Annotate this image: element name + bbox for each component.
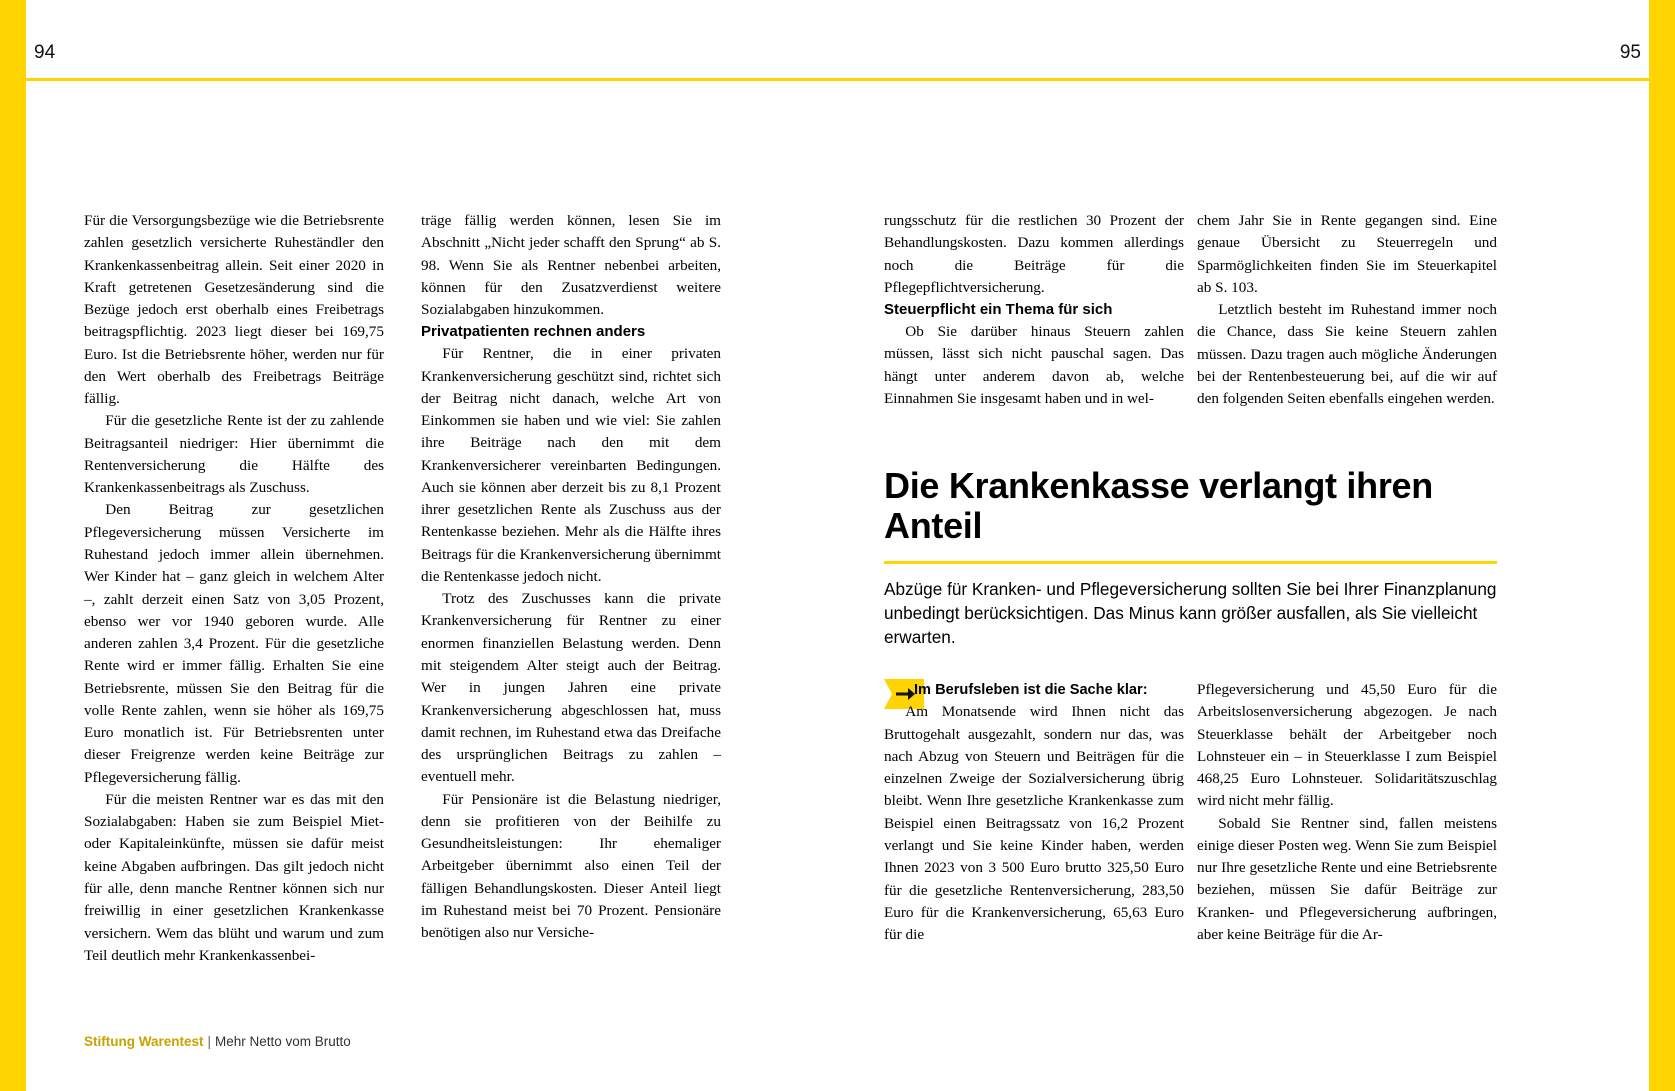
paragraph: Trotz des Zuschusses kann die private Krankenversicherung für Rentner zu einer enormen finanziellen Belastung werden. Denn mit steigendem Alter steigt auch der Beitrag. Wer in jungen Jahren eine private Krankenversicherung abgeschlossen hat, muss damit rechnen, im Ruhestand etwa das Dreifache des ursprünglichen Beitrags zu zahlen – eventuell mehr. [421, 590, 721, 786]
paragraph: Für Pensionäre ist die Belastung niedriger, denn sie profitieren von der Beihilfe zu Gesundheitsleistungen: Ihr ehemaliger Arbeitgeber übernimmt also einen Teil der fälligen Behandlungskosten. Dieser Anteil liegt im Ruhestand meist bei 70 Prozent. Pensionäre benötigen also nur Versiche- [421, 790, 721, 942]
feature-block [884, 466, 1497, 650]
footer [84, 1034, 351, 1049]
paragraph: Für Rentner, die in einer privaten Krankenversicherung geschützt sind, richtet sich der Beitrag nicht danach, welche Art von Einkommen sie haben und wie viel: Sie zahlen ihre Beiträge nach den mit dem Krankenversicherer vereinbarten Bedingungen. Auch sie können aber derzeit bis zu 8,1 Prozent ihrer gesetzlichen Rente als Zuschuss aus der Rentenkasse beziehen. Mehr als die Hälfte ihres Beitrags für die Krankenversicherung übernimmt die Rentenkasse jedoch nicht. [421, 345, 721, 585]
footer-separator: | [207, 1034, 212, 1049]
paragraph: Den Beitrag zur gesetzlichen Pflegeversicherung müssen Versicherte im Ruhestand jedoch immer allein übernehmen. Wer Kinder hat – ganz gleich in welchem Alter –, zahlt derzeit einen Satz von 3,05 Prozent, ebenso wer vor 1940 geboren wurde. Alle anderen zahlen 3,4 Prozent. Für die gesetzliche Rente wird er immer fällig. Erhalten Sie eine Betriebsrente, müssen Sie den Beitrag für die volle Rente zahlen, wenn sie höher als 169,75 Euro monatlich ist. Für Betriebsrenten unter dieser Freigrenze werden keine Beiträge zur Pflegeversicherung fällig. [84, 501, 384, 786]
paragraph: Für die meisten Rentner war es das mit den Sozialabgaben: Haben sie zum Beispiel Miet- oder Kapitaleinkünfte, müssen sie dafür meist keine Abgaben aufbringen. Das gilt jedoch nicht für alle, denn manche Rentner können sich nur freiwillig in einer gesetzlichen Krankenkasse versichern. Wem das blüht und warum und zum Teil deutlich mehr Krankenkassenbei- [84, 790, 384, 964]
text-column-4 [1197, 210, 1497, 410]
paragraph: rungsschutz für die restlichen 30 Prozent der Behandlungskosten. Dazu kommen allerdings noch die Beiträge für die Pflegepflichtversicherung. [884, 212, 1184, 296]
text-column-1 [84, 210, 384, 967]
header-rule [26, 78, 1649, 81]
folio-right: 95 [1619, 42, 1641, 63]
text-column-3 [884, 210, 1184, 410]
paragraph: Ob Sie darüber hinaus Steuern zahlen müssen, lässt sich nicht pauschal sagen. Das hängt unter anderem davon ab, welche Einnahmen Sie insgesamt haben und in wel- [884, 323, 1184, 407]
feature-title: Die Krankenkasse verlangt ihren Anteil [884, 465, 1433, 547]
paragraph: Am Monatsende wird Ihnen nicht das Bruttogehalt ausgezahlt, sondern nur das, was nach Abzug von Steuern und Beiträgen für die einzelnen Zweige der Sozialversicherung übrig bleibt. Wenn Ihre gesetzliche Krankenkasse zum Beispiel einen Beitragssatz von 16,2 Prozent verlangt und Sie keine Kinder haben, werden Ihnen 2023 von 3 500 Euro brutto 325,50 Euro für die gesetzliche Rentenversicherung, 283,50 Euro für die Krankenversicherung, 65,63 Euro für die [884, 703, 1184, 944]
feature-lede: Abzüge für Kranken- und Pflegeversicherung sollten Sie bei Ihrer Finanzplanung unbedingt berücksichtigen. Das Minus kann größer ausfallen, als Sie vielleicht erwarten. [884, 578, 1497, 648]
paragraph-with-leadin [884, 679, 1184, 701]
paragraph: träge fällig werden können, lesen Sie im Abschnitt „Nicht jeder schafft den Sprung“ ab S. 98. Wenn Sie als Rentner nebenbei arbeiten, können für den Zusatzverdienst weitere Sozialabgaben hinzukommen. [421, 212, 721, 319]
folio-left: 94 [34, 42, 56, 63]
section-heading-privatpatienten: Privatpatienten rechnen anders [421, 323, 646, 341]
right-edge-bar [1649, 0, 1675, 1091]
feature-column-2 [1197, 679, 1497, 946]
paragraph: Letztlich besteht im Ruhestand immer noch die Chance, dass Sie keine Steuern zahlen müssen. Dazu tragen auch mögliche Änderungen bei der Rentenbesteuerung bei, auf die wir auf den folgenden Seiten ebenfalls eingehen werden. [1197, 301, 1497, 408]
feature-rule [884, 561, 1497, 564]
section-heading-steuerpflicht: Steuerpflicht ein Thema für sich [884, 301, 1113, 319]
paragraph: chem Jahr Sie in Rente gegangen sind. Eine genaue Übersicht zu Steuerregeln und Sparmöglichkeiten finden Sie im Steuerkapitel ab S. 103. [1197, 212, 1497, 296]
feature-column-1 [884, 679, 1184, 946]
footer-title: Mehr Netto vom Brutto [215, 1034, 351, 1049]
left-edge-bar [0, 0, 26, 1091]
paragraph: Für die Versorgungsbezüge wie die Betriebsrente zahlen gesetzlich versicherte Ruheständler den Krankenkassenbeitrag allein. Seit einer 2020 in Kraft getretenen Gesetzesänderung sind die Bezüge jedoch erst oberhalb eines Freibetrags beitragspflichtig. 2023 liegt dieser bei 169,75 Euro. Ist die Betriebsrente höher, werden nur für den Wert oberhalb des Freibetrags Beiträge fällig. [84, 212, 384, 408]
text-column-2 [421, 210, 721, 944]
paragraph: Sobald Sie Rentner sind, fallen meistens einige dieser Posten weg. Wenn Sie zum Beispiel nur Ihre gesetzliche Rente und eine Betriebsrente beziehen, müssen Sie dafür Beiträge zur Kranken- und Pflegeversicherung aufbringen, aber keine Beiträge für die Ar- [1197, 814, 1497, 943]
paragraph: Pflegeversicherung und 45,50 Euro für die Arbeitslosenversicherung abgezogen. Je nach Steuerklasse behält der Arbeitgeber noch Lohnsteuer ein – in Steuerklasse I zum Beispiel 468,25 Euro Lohnsteuer. Solidaritätszuschlag wird nicht mehr fällig. [1197, 681, 1497, 810]
footer-brand: Stiftung Warentest [84, 1034, 204, 1049]
paragraph: Für die gesetzliche Rente ist der zu zahlende Beitragsanteil niedriger: Hier übernimmt die Rentenversicherung die Hälfte des Krankenkassenbeitrags als Zuschuss. [84, 412, 384, 497]
lead-in-text: Im Berufsleben ist die Sache klar: [914, 682, 1148, 698]
